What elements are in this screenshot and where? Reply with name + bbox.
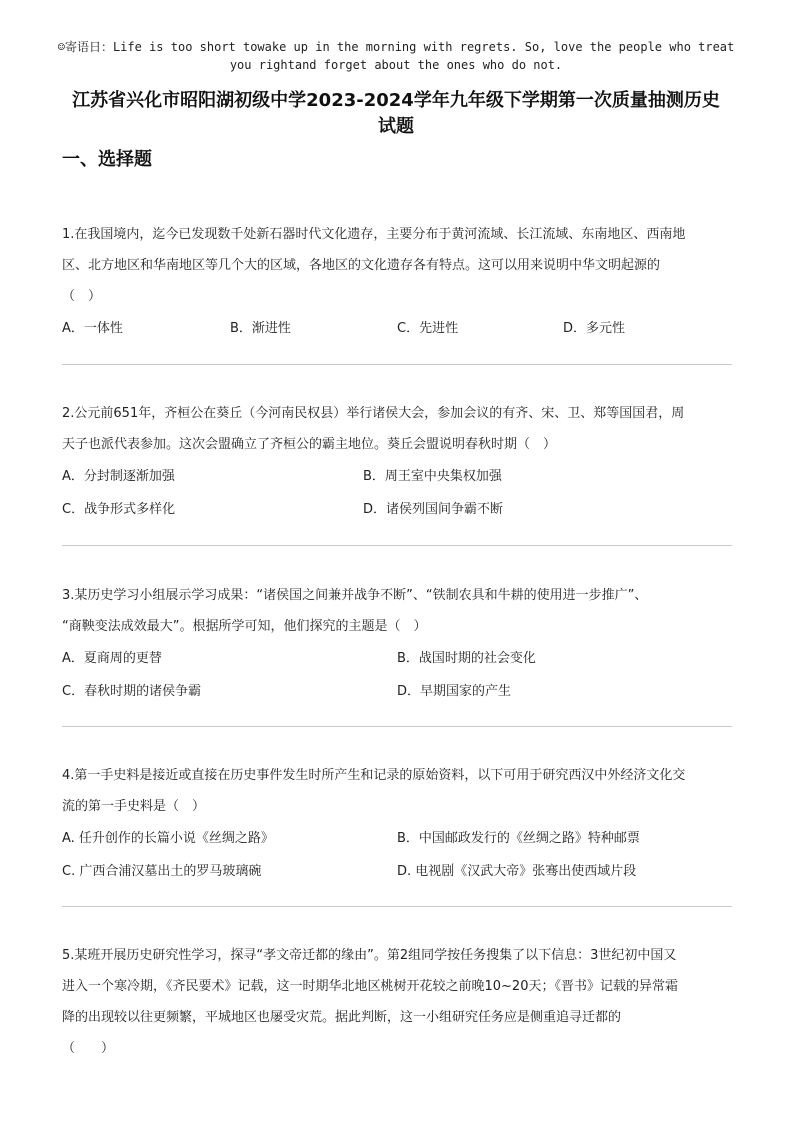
document-title xyxy=(40,88,752,140)
option-c[interactable]: C．春秋时期的诸侯争霸 xyxy=(62,684,202,699)
option-b[interactable]: B．渐进性 xyxy=(230,321,291,336)
title-line-2: 试题 xyxy=(378,116,414,137)
option-d[interactable]: D. 电视剧《汉武大帝》张骞出使西域片段 xyxy=(397,864,637,879)
question-stem xyxy=(62,760,732,822)
question-4 xyxy=(62,760,732,888)
question-stem xyxy=(62,580,732,642)
option-b[interactable]: B．中国邮政发行的《丝绸之路》特种邮票 xyxy=(397,831,640,846)
option-c[interactable]: C. 广西合浦汉墓出土的罗马玻璃碗 xyxy=(62,864,262,879)
question-stem xyxy=(62,398,732,460)
stem-line: 进入一个寒冷期，《齐民要术》记载，这一时期华北地区桃树开花较之前晚10~20天；《晋书》记载的异常霜 xyxy=(62,979,678,994)
stem-line: （ ） xyxy=(62,289,102,304)
question-divider xyxy=(62,906,732,907)
stem-line: （ ） xyxy=(62,1041,115,1056)
question-divider xyxy=(62,364,732,365)
question-stem xyxy=(62,940,732,1064)
stem-line: 天子也派代表参加。这次会盟确立了齐桓公的霸主地位。葵丘会盟说明春秋时期（ ） xyxy=(62,437,557,452)
option-a[interactable]: A．一体性 xyxy=(62,321,123,336)
question-stem xyxy=(62,219,732,312)
stem-line: 3.某历史学习小组展示学习成果：“诸侯国之间兼并战争不断”、“铁制农具和牛耕的使用进一步推广”、 xyxy=(62,588,648,603)
stem-line: 5.某班开展历史研究性学习，探寻“孝文帝迁都的缘由”。第2组同学按任务搜集了以下信息：3世纪初中国又 xyxy=(62,948,677,963)
question-3 xyxy=(62,580,732,708)
stem-line: 区、北方地区和华南地区等几个大的区域，各地区的文化遗存各有特点。这可以用来说明中华文明起源的 xyxy=(62,258,661,273)
options-row xyxy=(62,493,732,526)
stem-line: 2.公元前651年，齐桓公在葵丘（今河南民权县）举行诸侯大会，参加会议的有齐、宋、卫、郑等国国君，周 xyxy=(62,406,685,421)
stem-line: “商鞅变法成效最大”。根据所学可知，他们探究的主题是（ ） xyxy=(62,619,427,634)
option-c[interactable]: C．战争形式多样化 xyxy=(62,502,176,517)
options-row xyxy=(62,642,732,675)
options-row xyxy=(62,460,732,493)
options-row xyxy=(62,855,732,888)
section-heading: 一、选择题 xyxy=(62,149,152,170)
stem-line: 4.第一手史料是接近或直接在历史事件发生时所产生和记录的原始资料，以下可用于研究西汉中外经济文化交 xyxy=(62,768,686,783)
options-row xyxy=(62,675,732,708)
title-line-1: 江苏省兴化市昭阳湖初级中学2023-2024学年九年级下学期第一次质量抽测历史 xyxy=(72,90,720,111)
stem-line: 降的出现较以往更频繁，平城地区也屡受灾荒。据此判断，这一小组研究任务应是侧重追寻迁都的 xyxy=(62,1010,622,1025)
option-d[interactable]: D．多元性 xyxy=(563,321,626,336)
question-divider xyxy=(62,726,732,727)
option-a[interactable]: A．夏商周的更替 xyxy=(62,651,162,666)
option-d[interactable]: D．早期国家的产生 xyxy=(397,684,512,699)
question-1 xyxy=(62,219,732,345)
option-b[interactable]: B．周王室中央集权加强 xyxy=(363,469,502,484)
option-c[interactable]: C．先进性 xyxy=(397,321,459,336)
question-5 xyxy=(62,940,732,1064)
stem-line: 流的第一手史料是（ ） xyxy=(62,799,206,814)
question-divider xyxy=(62,545,732,546)
options-row xyxy=(62,312,732,345)
option-a[interactable]: A. 任升创作的长篇小说《丝绸之路》 xyxy=(62,831,274,846)
option-b[interactable]: B．战国时期的社会变化 xyxy=(397,651,536,666)
question-2 xyxy=(62,398,732,526)
motto-line-1: ☺寄语日：Life is too short towake up in the morning with regrets. So, love the people who treat xyxy=(57,40,735,54)
option-d[interactable]: D．诸侯列国间争霸不断 xyxy=(363,502,504,517)
stem-line: 1.在我国境内，迄今已发现数千处新石器时代文化遗存，主要分布于黄河流域、长江流域、东南地区、西南地 xyxy=(62,227,686,242)
options-row xyxy=(62,822,732,855)
option-a[interactable]: A．分封制逐渐加强 xyxy=(62,469,175,484)
motto-line-2: you rightand forget about the ones who do not. xyxy=(229,58,563,72)
motto-text xyxy=(40,38,752,74)
